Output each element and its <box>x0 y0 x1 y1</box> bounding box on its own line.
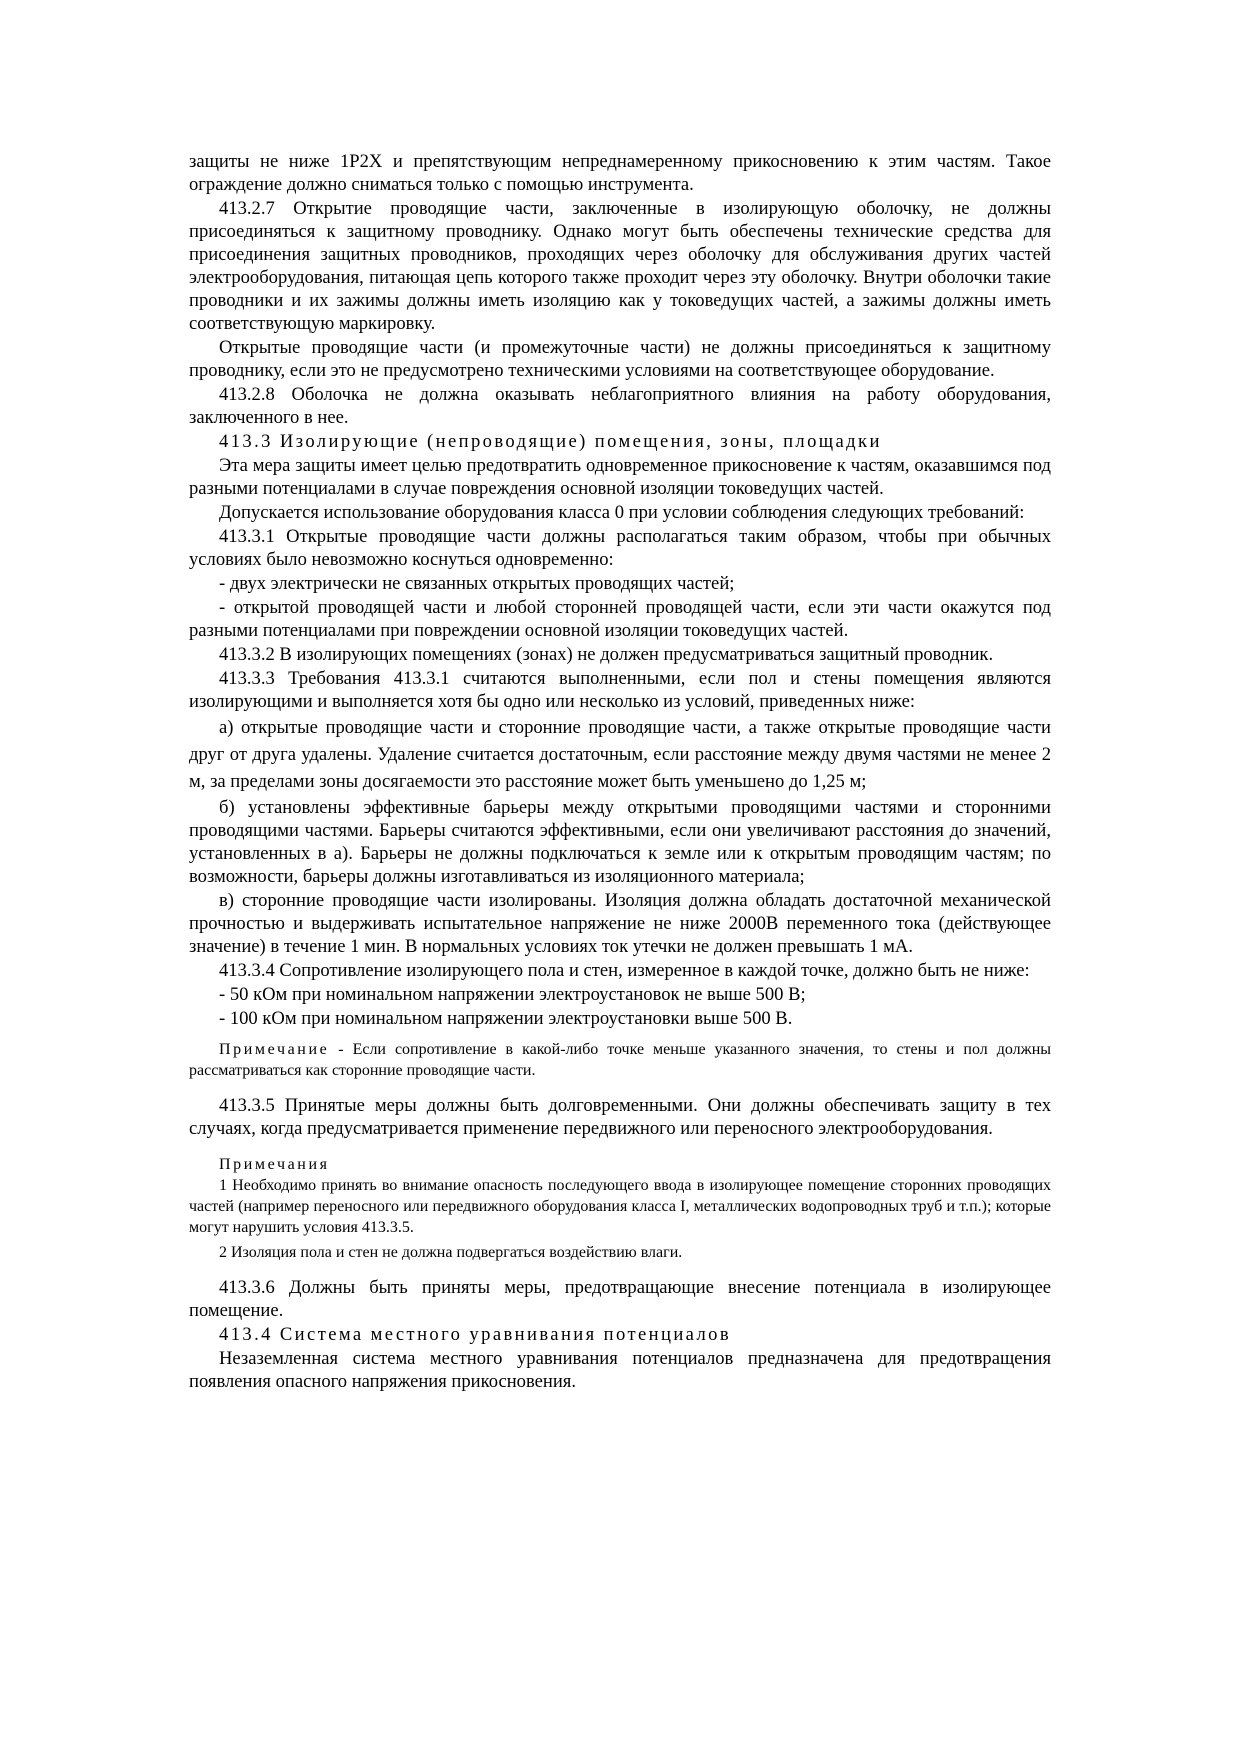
spacer <box>189 1031 1051 1039</box>
paragraph: Незаземленная система местного уравнивания потенциалов предназначена для предотвращения появления опасного напряжения прикосновения. <box>189 1348 1051 1392</box>
note-label: Примечание <box>219 1041 330 1058</box>
list-item: - двух электрически не связанных открытых проводящих частей; <box>219 573 735 594</box>
note <box>189 1039 1051 1081</box>
section-heading-413-4: 413.4 Система местного уравнивания потенциалов <box>219 1324 732 1345</box>
paragraph-413-3-2: 413.3.2 В изолирующих помещениях (зонах) не должен предусматриваться защитный проводник. <box>219 644 994 665</box>
paragraph-413-3-1: 413.3.1 Открытые проводящие части должны располагаться таким образом, чтобы при обычных условиях было невозможно коснуться одновременно: <box>189 526 1051 570</box>
paragraph-413-2-7: 413.2.7 Открытие проводящие части, заключенные в изолирующую оболочку, не должны присоединяться к защитному проводнику. Однако могут быть обеспечены технические средства для присоединения защитных проводников, проходящих через оболочку для обслуживания других частей электрооборудования, питающая цепь которого также проходит через эту оболочку. Внутри оболочки такие проводники и их зажимы должны иметь изоляцию как у токоведущих частей, а зажимы должны иметь соответствующую маркировку. <box>189 198 1051 334</box>
spacer <box>189 1263 1051 1276</box>
list-item: - 100 кОм при номинальном напряжении электроустановки выше 500 В. <box>219 1008 793 1029</box>
paragraph-413-3-5: 413.3.5 Принятые меры должны быть долговременными. Они должны обеспечивать защиту в тех случаях, когда предусматривается применение передвижного или переносного электрооборудования. <box>189 1095 1051 1139</box>
list-item-b: б) установлены эффективные барьеры между открытыми проводящими частями и сторонними проводящими частями. Барьеры считаются эффективными, если они увеличивают расстояния до значений, установленных в а). Барьеры не должны подключаться к земле или к открытым проводящим частям; по возможности, барьеры должны изготавливаться из изоляционного материала; <box>189 797 1051 887</box>
document-page <box>189 150 1051 1394</box>
spacer <box>189 1141 1051 1154</box>
paragraph-413-3-4: 413.3.4 Сопротивление изолирующего пола и стен, измеренное в каждой точке, должно быть не ниже: <box>219 960 1030 981</box>
notes-label: Примечания <box>219 1156 330 1173</box>
list-item-v: в) сторонние проводящие части изолированы. Изоляция должна обладать достаточной механической прочностью и выдерживать испытательное напряжение не ниже 2000В переменного тока (действующее значение) в течение 1 мин. В нормальных условиях ток утечки не должен превышать 1 мА. <box>189 890 1051 957</box>
paragraph: Эта мера защиты имеет целью предотвратить одновременное прикосновение к частям, оказавшимся под разными потенциалами в случае повреждения основной изоляции токоведущих частей. <box>189 455 1051 499</box>
paragraph-413-3-6: 413.3.6 Должны быть приняты меры, предотвращающие внесение потенциала в изолирующее помещение. <box>189 1277 1051 1321</box>
paragraph-413-3-3: 413.3.3 Требования 413.3.1 считаются выполненными, если пол и стены помещения являются изолирующими и выполняется хотя бы одно или несколько из условий, приведенных ниже: <box>189 668 1051 712</box>
paragraph: Открытые проводящие части (и промежуточные части) не должны присоединяться к защитному проводнику, если это не предусмотрено техническими условиями на соответствующее оборудование. <box>189 337 1051 381</box>
note-item-2: 2 Изоляция пола и стен не должна подвергаться воздействию влаги. <box>219 1244 683 1261</box>
list-item: - 50 кОм при номинальном напряжении электроустановок не выше 500 В; <box>219 984 806 1005</box>
section-heading-413-3: 413.3 Изолирующие (непроводящие) помещения, зоны, площадки <box>219 431 882 452</box>
spacer <box>189 1081 1051 1094</box>
list-item: - открытой проводящей части и любой сторонней проводящей части, если эти части окажутся под разными потенциалами при повреждении основной изоляции токоведущих частей. <box>189 597 1051 641</box>
paragraph: защиты не ниже 1Р2Х и препятствующим непреднамеренному прикосновению к этим частям. Такое ограждение должно сниматься только с помощью инструмента. <box>189 151 1051 195</box>
paragraph-413-2-8: 413.2.8 Оболочка не должна оказывать неблагоприятного влияния на работу оборудования, заключенного в нее. <box>189 384 1051 428</box>
note-item-1: 1 Необходимо принять во внимание опасность последующего ввода в изолирующее помещение сторонних проводящих частей (например переносного или передвижного оборудования класса I, металлических водопроводных труб и т.п.); которые могут нарушить условия 413.3.5. <box>189 1177 1051 1236</box>
list-item-a: а) открытые проводящие части и сторонние проводящие части, а также открытые проводящие части друг от друга удалены. Удаление считается достаточным, если расстояние между двумя частями не менее 2 м, за пределами зоны досягаемости это расстояние может быть уменьшено до 1,25 м; <box>189 717 1051 792</box>
note-text: - Если сопротивление в какой-либо точке меньше указанного значения, то стены и пол должны рассматриваться как сторонние проводящие части. <box>189 1041 1051 1079</box>
paragraph: Допускается использование оборудования класса 0 при условии соблюдения следующих требований: <box>219 502 1025 523</box>
